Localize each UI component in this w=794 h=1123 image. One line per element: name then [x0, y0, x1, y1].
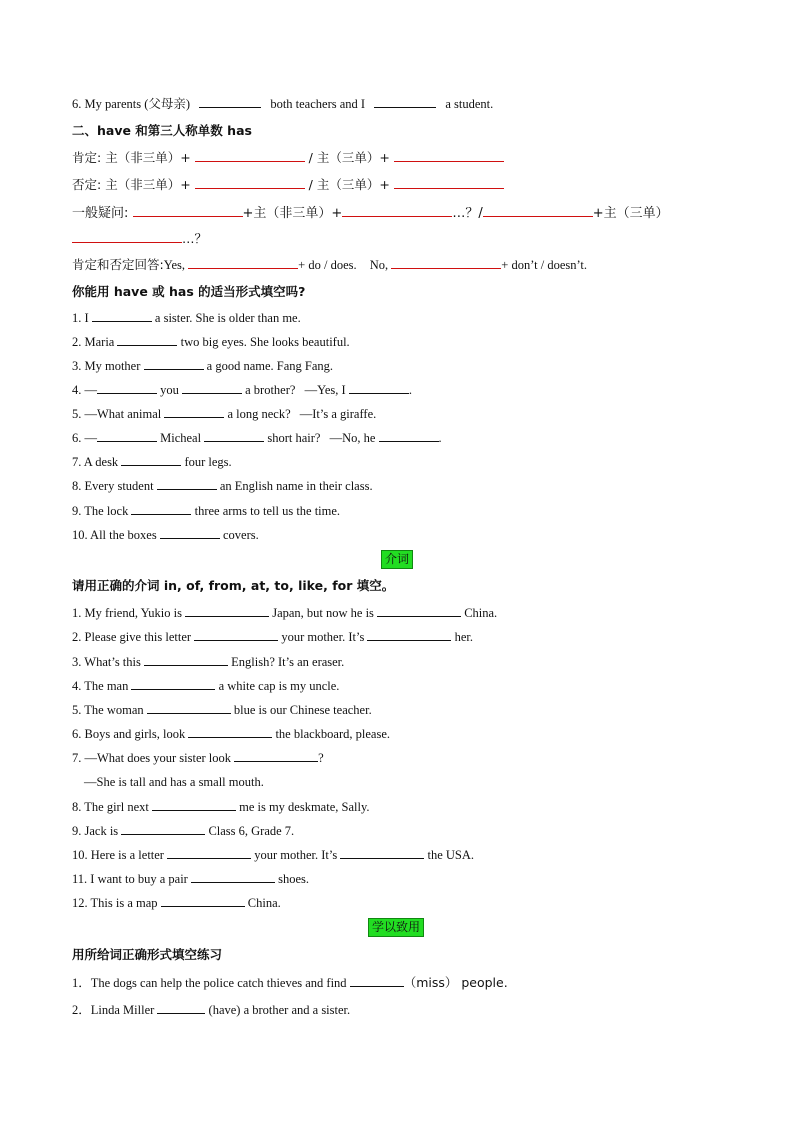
blank[interactable] [167, 847, 251, 859]
blank[interactable] [121, 454, 181, 466]
list-item: 8. Every student an English name in their class. [72, 479, 373, 493]
task-prepositions: 请用正确的介词 in, of, from, at, to, like, for 填空。 [72, 578, 395, 593]
list-item: 3. What’s this English? It’s an eraser. [72, 655, 345, 669]
blank-red[interactable] [188, 257, 298, 269]
blank[interactable] [131, 503, 191, 515]
blank-red[interactable] [342, 205, 452, 217]
item-parents: 6. My parents (父母亲) both teachers and I a student. [72, 96, 494, 111]
list-item: 11. I want to buy a pair shoes. [72, 872, 309, 886]
answer-rule: 肯定和否定回答:Yes, + do / does. No, + don’t / doesn’t. [72, 257, 588, 272]
blank[interactable] [191, 871, 275, 883]
blank[interactable] [204, 430, 264, 442]
blank[interactable] [97, 430, 157, 442]
blank-red[interactable] [394, 177, 504, 189]
blank[interactable] [117, 334, 177, 346]
blank-red[interactable] [195, 177, 305, 189]
blank-red[interactable] [483, 205, 593, 217]
list-item: 8. The girl next me is my deskmate, Sally. [72, 800, 370, 814]
section-heading-have: 二、have 和第三人称单数 has [72, 123, 252, 138]
list-item-answer: —She is tall and has a small mouth. [84, 775, 264, 789]
list-item: 2. Please give this letter your mother. It’s her. [72, 630, 473, 644]
negative-rule: 否定: 主（非三单）+ / 主（三单）+ [72, 177, 734, 193]
blank[interactable] [161, 895, 245, 907]
blank[interactable] [379, 430, 439, 442]
blank-red[interactable] [391, 257, 501, 269]
blank[interactable] [144, 358, 204, 370]
blank-red[interactable] [72, 231, 182, 243]
section-badge-apply: 学以致用 [368, 918, 424, 937]
list-item: 12. This is a map China. [72, 896, 281, 910]
blank[interactable] [160, 527, 220, 539]
list-item: 5. —What animal a long neck? —It’s a giraffe. [72, 407, 377, 421]
list-item: 10. All the boxes covers. [72, 528, 259, 542]
blank-red[interactable] [394, 150, 504, 162]
blank[interactable] [185, 605, 269, 617]
list-item: 7. —What does your sister look ? [72, 751, 324, 765]
blank[interactable] [340, 847, 424, 859]
affirmative-rule: 肯定: 主（非三单）+ / 主（三单）+ [72, 150, 734, 166]
blank[interactable] [182, 382, 242, 394]
list-item: 6. — Micheal short hair? —No, he . [72, 431, 442, 445]
blank-red[interactable] [195, 150, 305, 162]
blank[interactable] [194, 629, 278, 641]
list-item: 9. Jack is Class 6, Grade 7. [72, 824, 295, 838]
section-badge-prepositions: 介词 [381, 550, 413, 569]
blank[interactable] [199, 96, 261, 108]
blank[interactable] [147, 702, 231, 714]
list-item: 1．The dogs can help the police catch thieves and find （miss） people. [72, 975, 508, 990]
blank-red[interactable] [133, 205, 243, 217]
blank[interactable] [350, 975, 404, 987]
blank[interactable] [121, 823, 205, 835]
list-item: 5. The woman blue is our Chinese teacher. [72, 703, 372, 717]
blank[interactable] [152, 799, 236, 811]
blank[interactable] [367, 629, 451, 641]
list-item: 1. My friend, Yukio is Japan, but now he is China. [72, 606, 498, 620]
blank[interactable] [157, 478, 217, 490]
list-item: 9. The lock three arms to tell us the time. [72, 504, 341, 518]
blank[interactable] [164, 406, 224, 418]
list-item: 3. My mother a good name. Fang Fang. [72, 359, 334, 373]
blank[interactable] [188, 726, 272, 738]
blank[interactable] [349, 382, 409, 394]
blank[interactable] [92, 310, 152, 322]
blank[interactable] [374, 96, 436, 108]
list-item: 1. I a sister. She is older than me. [72, 311, 301, 325]
blank[interactable] [234, 750, 318, 762]
blank[interactable] [97, 382, 157, 394]
task-have-has: 你能用 have 或 has 的适当形式填空吗? [72, 284, 306, 299]
list-item: 10. Here is a letter your mother. It’s the USA. [72, 848, 474, 862]
task-word-forms: 用所给词正确形式填空练习 [72, 947, 223, 962]
question-rule: 一般疑问: +主（非三单）+ …？/ +主（三单） [72, 206, 669, 221]
blank[interactable] [157, 1002, 205, 1014]
list-item: 2. Maria two big eyes. She looks beautiful. [72, 335, 350, 349]
list-item: 4. The man a white cap is my uncle. [72, 679, 340, 693]
list-item: 4. — you a brother? —Yes, I . [72, 383, 412, 397]
list-item: 2．Linda Miller (have) a brother and a sister. [72, 1003, 351, 1017]
blank[interactable] [131, 678, 215, 690]
blank[interactable] [144, 654, 228, 666]
blank[interactable] [377, 605, 461, 617]
question-rule-cont: …？ [72, 231, 734, 247]
list-item: 6. Boys and girls, look the blackboard, please. [72, 727, 390, 741]
list-item: 7. A desk four legs. [72, 455, 232, 469]
